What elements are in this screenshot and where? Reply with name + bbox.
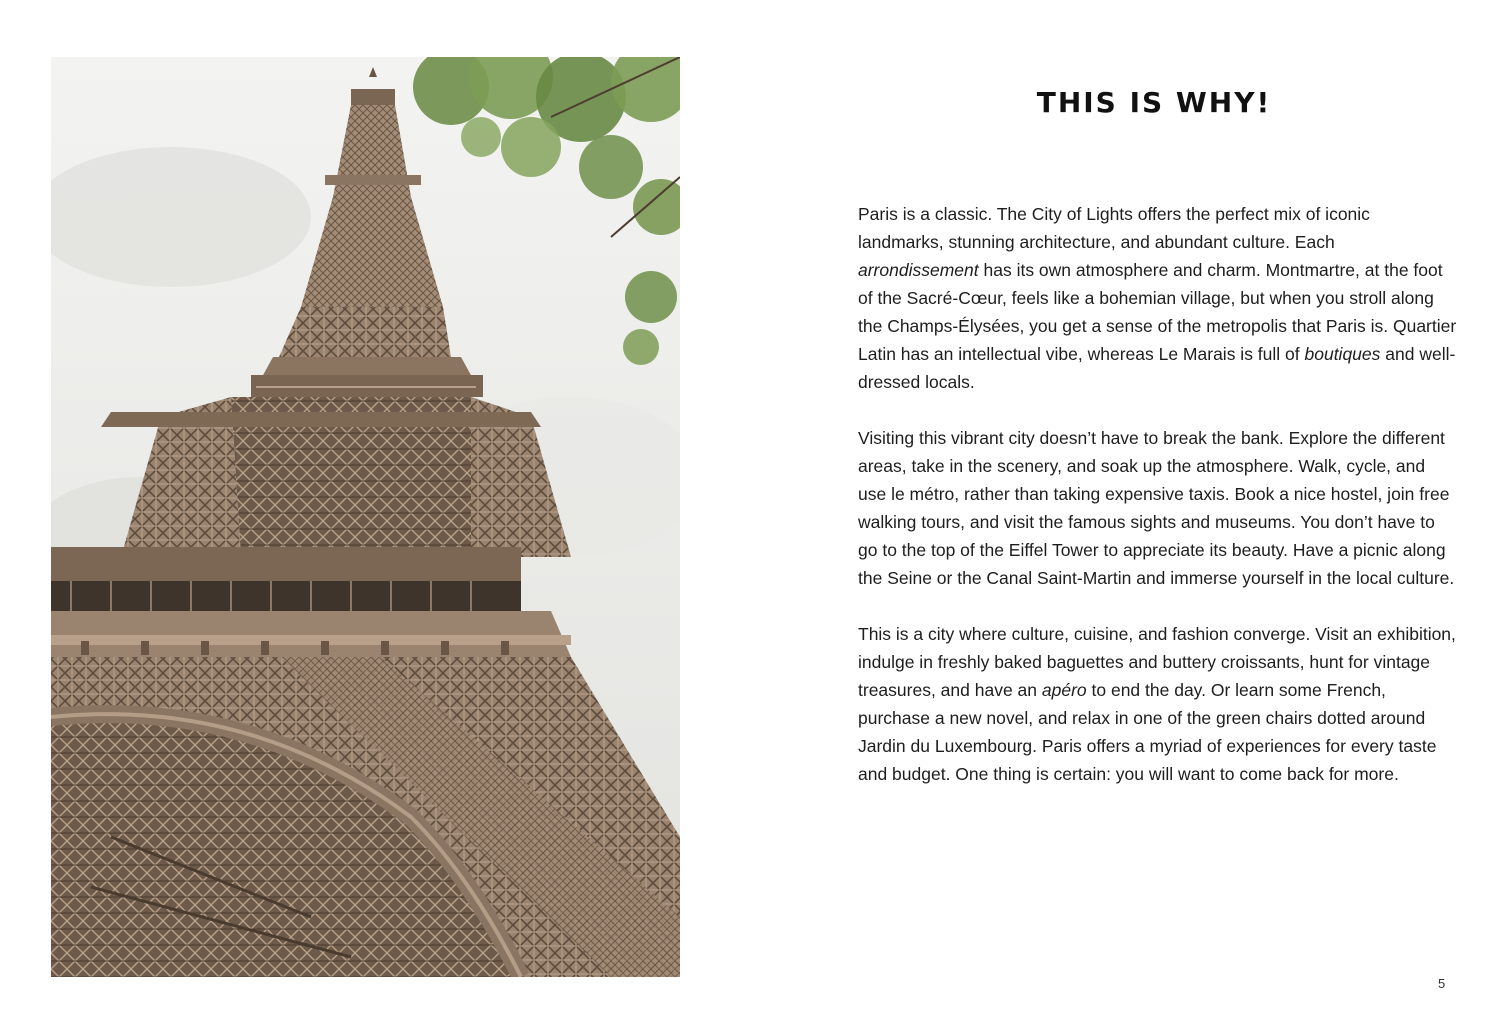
italic-term: arrondissement bbox=[858, 260, 979, 280]
text-segment: Visiting this vibrant city doesn’t have to break the bank. Explore the different areas, take in the scenery, and soak up the atmosphere. Walk, cycle, and use le métro, rather than taking expensive taxis. Book a nice hostel, join free walking tours, and visit the famous sights and museums. You don’t have to go to the top of the Eiffel Tower to appreciate its beauty. Have a picnic along the Seine or the Canal Saint-Martin and immerse yourself in the local culture. bbox=[858, 428, 1455, 588]
text-segment: to end the day. Or learn some French, purchase a new novel, and relax in one of the green chairs dotted around Jardin du Luxembourg. Paris offers a myriad of experiences for every taste and budget. One thing is certain: you will want to come back for more. bbox=[858, 680, 1437, 784]
text-segment: and well-dressed locals. bbox=[858, 344, 1456, 392]
eiffel-tower-photo bbox=[51, 57, 680, 977]
text-segment: This is a city where culture, cuisine, and fashion converge. Visit an exhibition, indulge in freshly baked baguettes and buttery croissants, hunt for vintage treasures, and have an bbox=[858, 624, 1456, 700]
tower-first-level bbox=[51, 547, 571, 657]
paragraph-culture bbox=[858, 620, 1458, 788]
italic-term: apéro bbox=[1041, 680, 1087, 700]
text-segment: Paris is a classic. The City of Lights offers the perfect mix of iconic landmarks, stunning architecture, and abundant culture. Each bbox=[858, 204, 1370, 252]
text-segment: has its own atmosphere and charm. Montmartre, at the foot of the Sacré-Cœur, feels like a bohemian village, but when you stroll along the Champs-Élysées, you get a sense of the metropolis that Paris is. Quartier Latin has an intellectual vibe, whereas Le Marais is full of bbox=[858, 260, 1457, 364]
body-text bbox=[858, 200, 1458, 816]
page-number: 5 bbox=[1438, 976, 1446, 991]
tower-second-level bbox=[251, 357, 483, 397]
tower-mid-section bbox=[101, 397, 571, 557]
paragraph-intro bbox=[858, 200, 1458, 396]
eiffel-tower-illustration bbox=[51, 57, 680, 977]
italic-term: boutiques bbox=[1304, 344, 1381, 364]
tower-base-arch bbox=[51, 657, 680, 977]
page-title: THIS IS WHY! bbox=[1036, 86, 1272, 119]
paragraph-budget bbox=[858, 424, 1458, 592]
